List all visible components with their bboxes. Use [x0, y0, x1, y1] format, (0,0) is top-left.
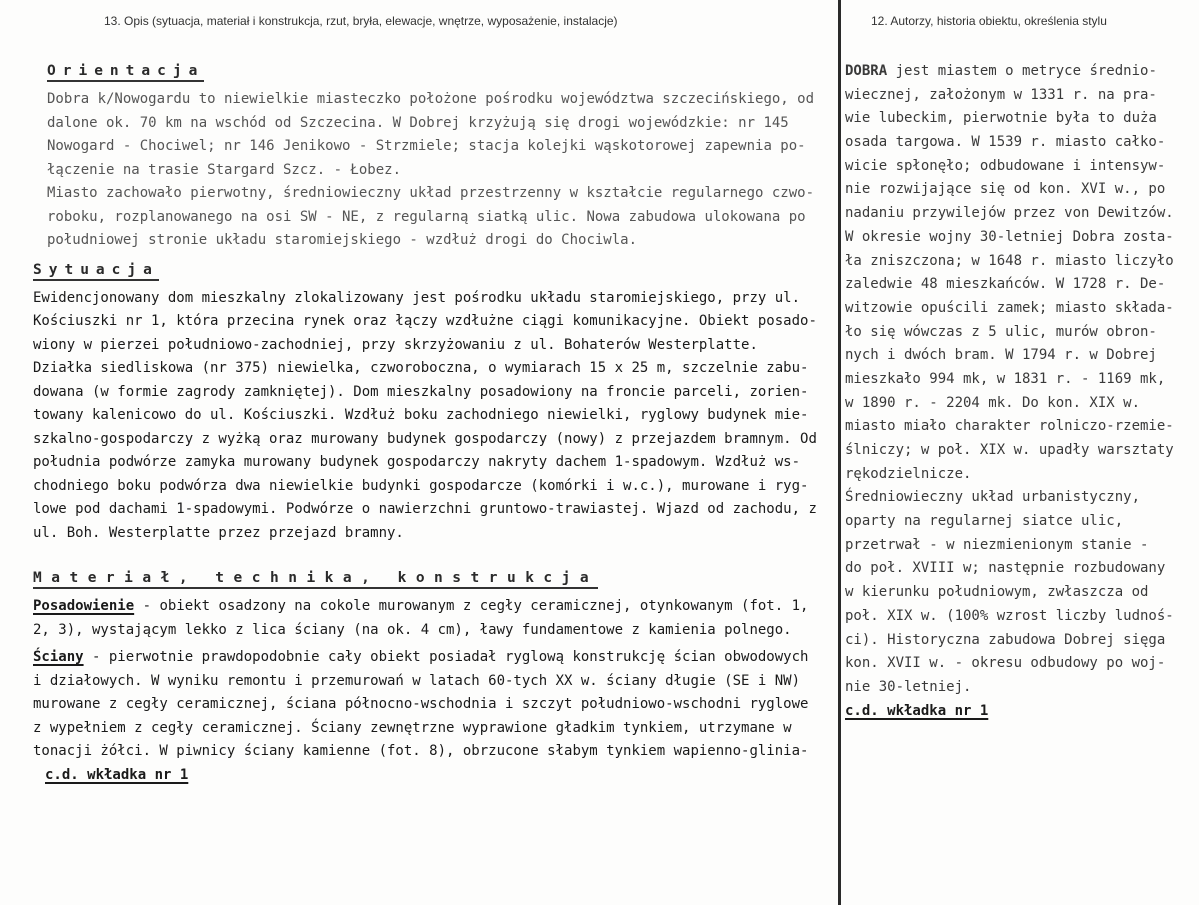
- text-line: z wypełniem z cegły ceramicznej. Ściany zewnętrzne wyprawione gładkim tynkiem, utrzymane w: [33, 719, 792, 736]
- text-line: południowej stronie układu staromiejskiego - wzdłuż drogi do Chociwla.: [47, 232, 638, 248]
- city-name: DOBRA: [845, 63, 888, 79]
- text-line: południa podwórze zamyka murowany budynek gospodarczy nakryty dachem 1-spadowym. Wzdłuż ws-: [33, 454, 801, 470]
- text-line: łączenie na trasie Stargard Szcz. - Łobez.: [47, 161, 402, 178]
- text-line: ci). Historyczna zabudowa Dobrej sięga: [845, 631, 1166, 648]
- text-line: [33, 646, 833, 670]
- sciany-term: Ściany: [33, 649, 84, 665]
- text-line: nie rozwijające się od kon. XVI w., po: [845, 181, 1166, 198]
- text-line: w kierunku południowym, zwłaszcza od: [845, 584, 1149, 601]
- text-line: Ewidencjonowany dom mieszkalny zlokalizowany jest pośrodku układu staromiejskiego, przy ul.: [33, 289, 801, 306]
- text-line: mieszkało 994 mk, w 1831 r. - 1169 mk,: [845, 370, 1166, 387]
- text-line: murowane z cegły ceramicznej, ściana północno-wschodnia i szczyt południowo-wschodni ryglowe: [33, 696, 809, 712]
- sciany-text: - pierwotnie prawdopodobnie cały obiekt posiadał ryglową konstrukcję ścian obwodowych: [83, 649, 809, 665]
- continuation-note-link[interactable]: c.d. wkładka nr 1: [45, 766, 189, 783]
- text-line: W okresie wojny 30-letniej Dobra zosta-: [845, 228, 1174, 245]
- text-line: wie lubeckim, pierwotnie była to duża: [845, 110, 1157, 127]
- text-line: zaledwie 48 mieszkańców. W 1728 r. De-: [845, 276, 1166, 293]
- text-line: nie 30-letniej.: [845, 678, 972, 695]
- text-line: witzowie opuścili zamek; miasto składa-: [845, 299, 1174, 316]
- section-13-header: 13. Opis (sytuacja, materiał i konstrukcja, rzut, bryła, elewacje, wnętrze, wyposażenie, instalacje): [104, 14, 618, 28]
- column-divider: [838, 0, 841, 905]
- text-line: wicie spłonęło; odbudowane i intensyw-: [845, 157, 1166, 174]
- text-line: ul. Boh. Westerplatte przez przejazd bramny.: [33, 524, 404, 541]
- history-column: [845, 60, 1175, 719]
- posadowienie-term: Posadowienie: [33, 598, 135, 614]
- section-12-header: 12. Autorzy, historia obiektu, określenia stylu: [871, 14, 1107, 28]
- text-line: Działka siedliskowa (nr 375) niewielka, czworoboczna, o wymiarach 15 x 25 m, szczelnie zabu-: [33, 360, 809, 376]
- text-line: towany kalenicowo do ul. Kościuszki. Wzdłuż boku zachodniego niewielki, ryglowy budynek mie-: [33, 407, 809, 423]
- posadowienie-text: - obiekt osadzony na cokole murowanym z cegły ceramicznej, otynkowanym (fot. 1,: [134, 598, 809, 614]
- text-line: ło się wówczas z 5 ulic, murów obron-: [845, 323, 1157, 340]
- text-line: osada targowa. W 1539 r. miasto całko-: [845, 134, 1166, 151]
- text-line: oparty na regularnej siatce ulic,: [845, 513, 1124, 530]
- text-line: Miasto zachowało pierwotny, średniowieczny układ przestrzenny w kształcie regularnego czwo-: [47, 185, 815, 201]
- text-line: chodniego boku podwórza dwa niewielkie budynki gospodarcze (komórki i w.c.), murowane i ryg-: [33, 477, 809, 494]
- text-line: Kościuszki nr 1, która przecina rynek oraz łączy wzdłużne ciągi komunikacyjne. Obiekt posado-: [33, 313, 817, 329]
- description-column: [33, 60, 833, 783]
- sytuacja-text: [33, 287, 833, 546]
- text-line: poł. XIX w. (100% wzrost liczby ludnoś-: [845, 607, 1174, 624]
- text-line: nadaniu przywilejów przez von Dewitzów.: [845, 205, 1174, 222]
- text-line: kon. XVII w. - okresu odbudowy po woj-: [845, 655, 1166, 672]
- text-line: tonacji żółci. W piwnicy ściany kamienne (fot. 8), obrzucone słabym tynkiem wapienno-glinia-: [33, 743, 809, 759]
- text-line: w 1890 r. - 2204 mk. Do kon. XIX w.: [845, 394, 1141, 411]
- text-line: lowe pod dachami 1-spadowymi. Podwórze o nawierzchni gruntowo-trawiastej. Wjazd od zachodu, z: [33, 501, 817, 517]
- sytuacja-heading: Sytuacja: [33, 262, 159, 281]
- text-line: dalone ok. 70 km na wschód od Szczecina. W Dobrej krzyżują się drogi wojewódzkie: nr 145: [47, 114, 789, 131]
- text-line: [33, 595, 833, 619]
- orientacja-text: [47, 88, 833, 253]
- text-line: [845, 60, 1175, 84]
- text-line: Średniowieczny układ urbanistyczny,: [845, 489, 1141, 506]
- text-line: 2, 3), wystającym lekko z lica ściany (na ok. 4 cm), ławy fundamentowe z kamienia polnego.: [33, 621, 792, 638]
- material-heading: Materiał, technika, konstrukcja: [33, 570, 598, 589]
- text-line: roboku, rozplanowanego na osi SW - NE, z regularną siatką ulic. Nowa zabudowa ulokowana po: [47, 208, 806, 225]
- orientacja-heading: Orientacja: [47, 63, 204, 82]
- text-line: ła zniszczona; w 1648 r. miasto liczyło: [845, 252, 1174, 269]
- history-text: jest miastem o metryce średnio-: [887, 63, 1157, 79]
- text-line: miasto miało charakter rolniczo-rzemie-: [845, 418, 1174, 435]
- text-line: do poł. XVIII w; następnie rozbudowany: [845, 560, 1166, 577]
- text-line: rękodzielnicze.: [845, 465, 972, 482]
- text-line: Nowogard - Chociwel; nr 146 Jenikowo - Strzmiele; stacja kolejki wąskotorowej zapewnia po-: [47, 138, 806, 154]
- text-line: Dobra k/Nowogardu to niewielkie miasteczko położone pośrodku województwa szczecińskiego, od: [47, 91, 815, 107]
- text-line: i działowych. W wyniku remontu i przemurowań w latach 60-tych XX w. ściany długie (SE i NW): [33, 672, 801, 689]
- text-line: szkalno-gospodarczy z wyżką oraz murowany budynek gospodarczy (nowy) z przejazdem bramnym. Od: [33, 430, 817, 447]
- material-text: [33, 595, 833, 764]
- text-line: ślniczy; w poł. XIX w. upadły warsztaty: [845, 442, 1174, 458]
- text-line: wiecznej, założonym w 1331 r. na pra-: [845, 86, 1157, 103]
- text-line: przetrwał - w niezmienionym stanie -: [845, 536, 1149, 553]
- text-line: wiony w pierzei południowo-zachodniej, przy skrzyżowaniu z ul. Bohaterów Westerplatte.: [33, 336, 758, 353]
- text-line: nych i dwóch bram. W 1794 r. w Dobrej: [845, 347, 1157, 364]
- text-line: dowana (w formie zagrody zamkniętej). Dom mieszkalny posadowiony na froncie parceli, zorien-: [33, 383, 809, 400]
- continuation-note-link[interactable]: c.d. wkładka nr 1: [845, 702, 989, 719]
